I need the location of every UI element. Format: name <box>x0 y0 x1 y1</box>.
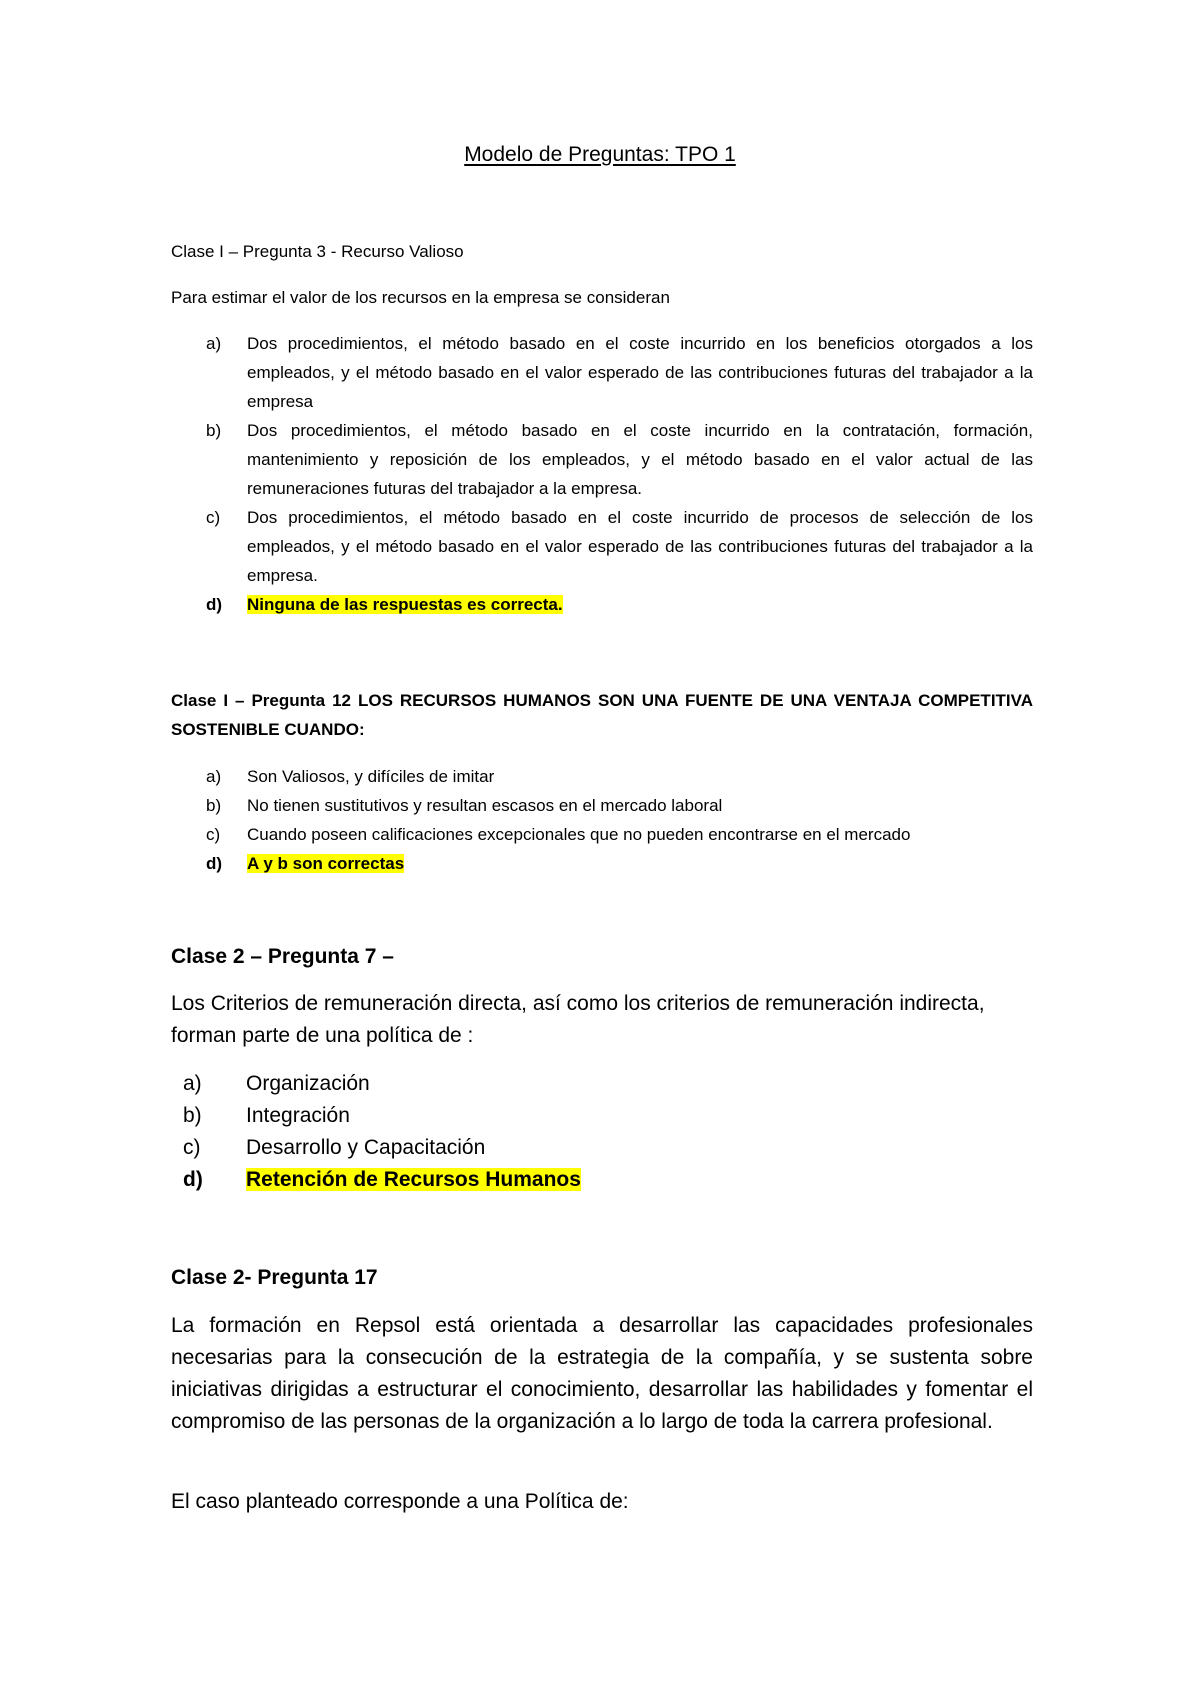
option-text: Dos procedimientos, el método basado en el coste incurrido de procesos de selección de los empleados, y el método basado en el valor esperado de las contribuciones futuras del trabajador a la empresa. <box>247 508 1033 585</box>
option-letter: c) <box>206 508 221 527</box>
question-2-options <box>171 762 1033 878</box>
correct-answer-highlight: Ninguna de las respuestas es correcta. <box>247 595 563 614</box>
correct-answer-highlight: Retención de Recursos Humanos <box>246 1168 581 1191</box>
question-4-case-block <box>171 1310 1033 1438</box>
question-1-options <box>171 329 1033 619</box>
option-text: Cuando poseen calificaciones excepcionales que no pueden encontrarse en el mercado <box>247 825 911 844</box>
option-c <box>171 503 1033 590</box>
question-3 <box>171 941 1033 973</box>
question-3-heading: Clase 2 – Pregunta 7 – <box>171 945 394 968</box>
option-b <box>171 1100 1033 1132</box>
option-letter: d) <box>206 854 223 873</box>
option-letter: a) <box>206 334 222 353</box>
question-4-prompt: El caso planteado corresponde a una Política de: <box>171 1490 629 1513</box>
question-4-prompt-block <box>171 1486 1033 1518</box>
option-letter: a) <box>206 767 222 786</box>
question-2 <box>171 686 1033 744</box>
option-letter: b) <box>183 1104 202 1127</box>
option-letter: b) <box>206 421 222 440</box>
question-1-prompt-block <box>171 283 1033 312</box>
option-c <box>171 820 1033 849</box>
option-a <box>171 329 1033 416</box>
option-letter: a) <box>183 1072 202 1095</box>
question-2-heading: Clase I – Pregunta 12 LOS RECURSOS HUMANOS SON UNA FUENTE DE UNA VENTAJA COMPETITIVA SOSTENIBLE CUANDO: <box>171 691 1033 739</box>
question-3-prompt: Los Criterios de remuneración directa, así como los criterios de remuneración indirecta, forman parte de una política de : <box>171 992 985 1047</box>
question-1-prompt: Para estimar el valor de los recursos en la empresa se consideran <box>171 288 670 307</box>
question-4-case-text: La formación en Repsol está orientada a desarrollar las capacidades profesionales necesarias para la consecución de la estrategia de la compañía, y se sustenta sobre iniciativas dirigidas a estructurar el conocimiento, desarrollar las habilidades y fomentar el compromiso de las personas de la organización a lo largo de toda la carrera profesional. <box>171 1314 1033 1433</box>
option-a <box>171 762 1033 791</box>
question-1-heading: Clase I – Pregunta 3 - Recurso Valioso <box>171 242 464 261</box>
option-d-correct <box>171 849 1033 878</box>
question-4 <box>171 1262 1033 1294</box>
option-d-correct <box>171 590 1033 619</box>
document-title: Modelo de Preguntas: TPO 1 <box>464 143 736 166</box>
option-text: Desarrollo y Capacitación <box>246 1136 486 1159</box>
option-c <box>171 1132 1033 1164</box>
correct-answer-highlight: A y b son correctas <box>247 854 405 873</box>
option-a <box>171 1068 1033 1100</box>
question-3-options <box>171 1068 1033 1196</box>
option-letter: b) <box>206 796 222 815</box>
option-text: Integración <box>246 1104 350 1127</box>
option-b <box>171 791 1033 820</box>
option-letter: d) <box>206 595 223 614</box>
option-b <box>171 416 1033 503</box>
question-4-heading: Clase 2- Pregunta 17 <box>171 1266 378 1289</box>
option-letter: d) <box>183 1168 203 1191</box>
option-text: Dos procedimientos, el método basado en el coste incurrido en los beneficios otorgados a los empleados, y el método basado en el valor esperado de las contribuciones futuras del trabajador a la empresa <box>247 334 1033 411</box>
option-text: No tienen sustitutivos y resultan escasos en el mercado laboral <box>247 796 723 815</box>
option-letter: c) <box>206 825 221 844</box>
option-text: Dos procedimientos, el método basado en el coste incurrido en la contratación, formación, mantenimiento y reposición de los empleados, y el método basado en el valor actual de las remuneraciones futuras del trabajador a la empresa. <box>247 421 1033 498</box>
question-1 <box>171 237 1033 266</box>
option-text: Organización <box>246 1072 370 1095</box>
option-text: Son Valiosos, y difíciles de imitar <box>247 767 495 786</box>
option-d-correct <box>171 1164 1033 1196</box>
question-3-prompt-block <box>171 988 1033 1052</box>
option-letter: c) <box>183 1136 201 1159</box>
